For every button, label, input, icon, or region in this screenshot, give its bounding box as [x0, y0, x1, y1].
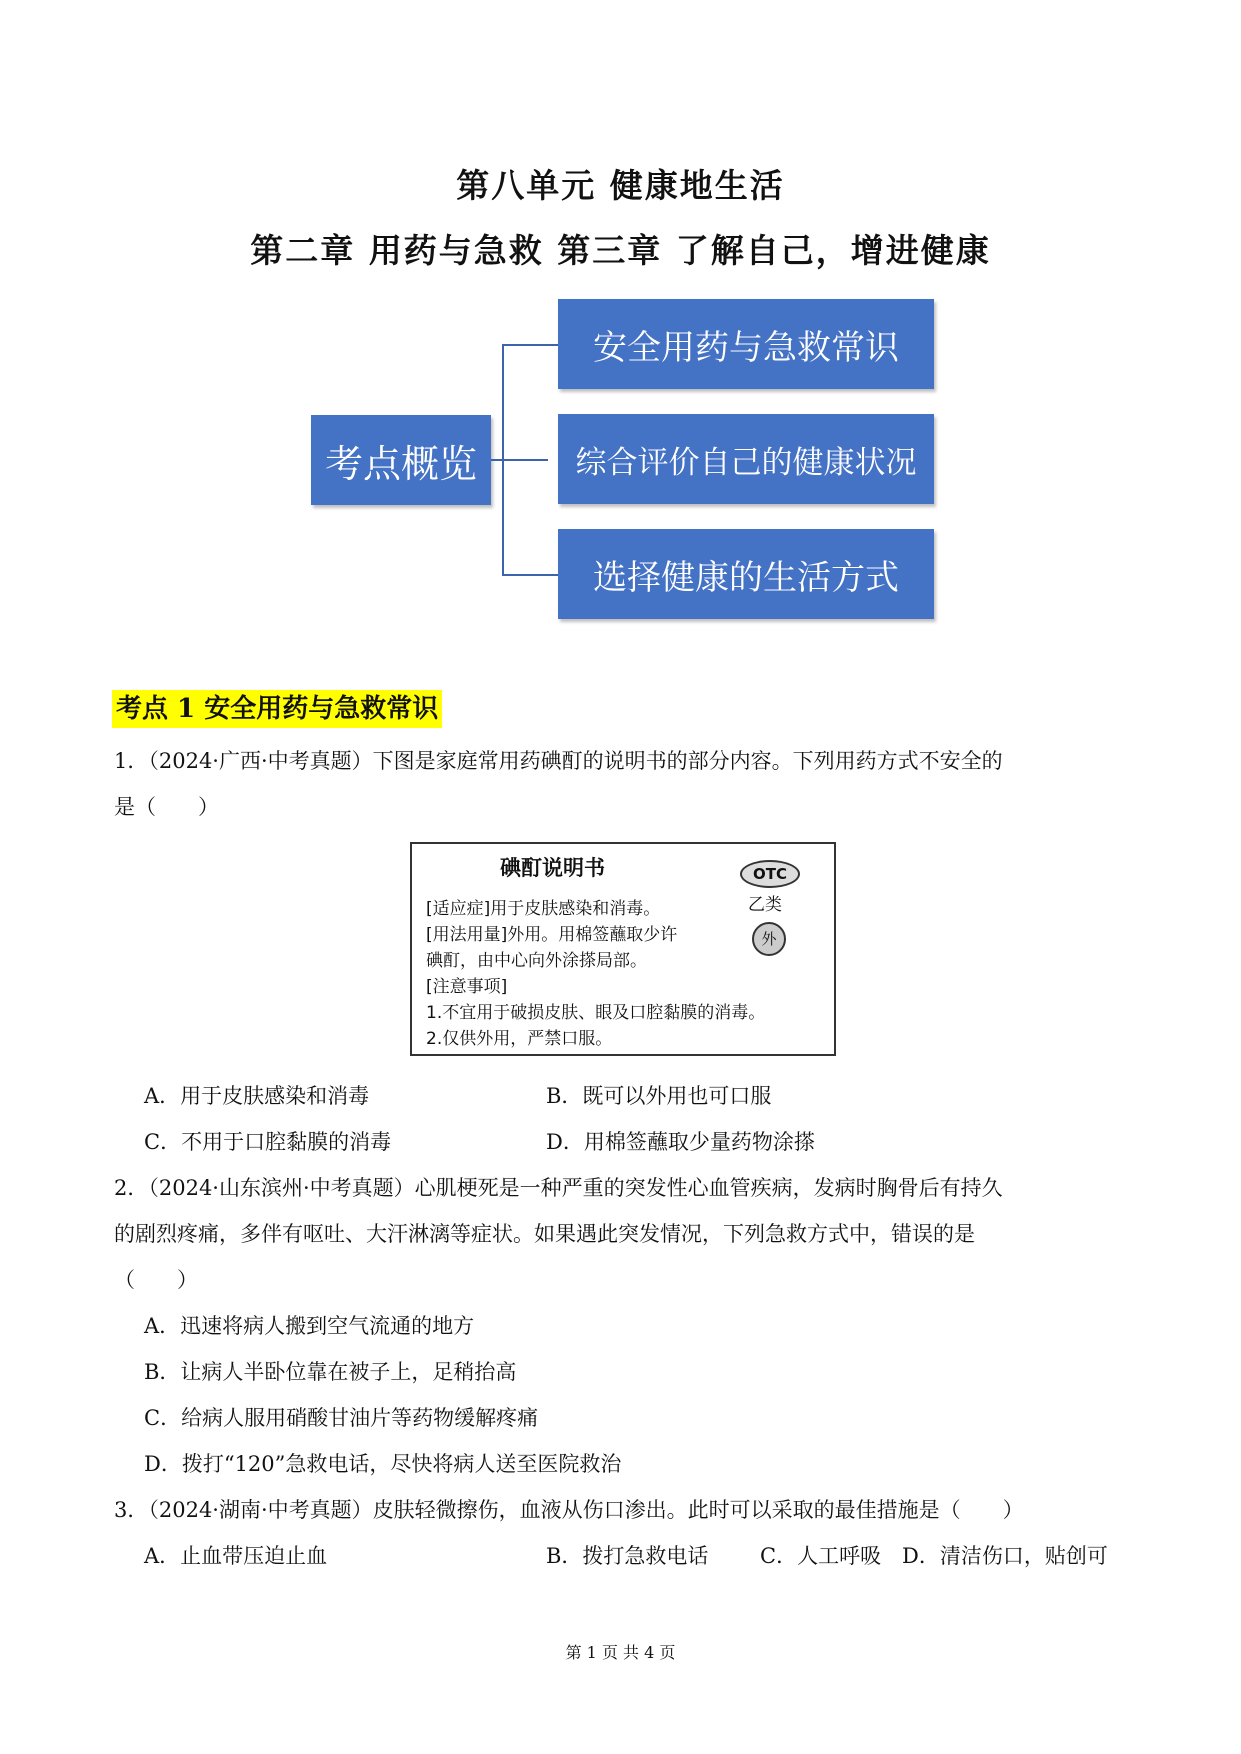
overview-root-label: 考点概览 — [324, 441, 477, 486]
q1-option-b: B．既可以外用也可口服 — [546, 1084, 772, 1108]
q3-option-c: C．人工呼吸 — [760, 1544, 882, 1568]
q2-option-c: C．给病人服用硝酸甘油片等药物缓解疼痛 — [144, 1406, 539, 1430]
overview-root-box — [311, 415, 491, 505]
instruction-line: 1.不宜用于破损皮肤、眼及口腔黏膜的消毒。 — [426, 1003, 766, 1023]
q1-stem-cont: 是（ ） — [114, 795, 219, 819]
unit-title: 第八单元 健康地生活 — [456, 166, 785, 205]
connector-line — [502, 344, 560, 346]
otc-badge: OTC — [740, 860, 800, 888]
connector-line — [502, 344, 504, 574]
q1-option-c: C．不用于口腔黏膜的消毒 — [144, 1130, 392, 1154]
chapter-title: 第二章 用药与急救 第三章 了解自己，增进健康 — [250, 231, 991, 270]
instruction-line: [用法用量]外用。用棉签蘸取少许 — [426, 925, 678, 945]
section-heading: 考点 1 安全用药与急救常识 — [112, 690, 442, 728]
q3-option-d: D．清洁伤口，贴创可 — [902, 1544, 1108, 1568]
q3-option-b: B．拨打急救电话 — [546, 1544, 709, 1568]
q2-stem: 2．（2024·山东滨州·中考真题）心肌梗死是一种严重的突发性心血管疾病，发病时胸骨后有持久 — [114, 1176, 1003, 1200]
page-footer: 第 1 页 共 4 页 — [565, 1643, 676, 1662]
connector-line — [502, 574, 560, 576]
overview-branch-box — [558, 529, 934, 619]
q1-option-a: A．用于皮肤感染和消毒 — [144, 1084, 370, 1108]
connector-line — [491, 459, 548, 461]
q2-stem-cont: 的剧烈疼痛，多伴有呕吐、大汗淋漓等症状。如果遇此突发情况，下列急救方式中，错误的是 — [114, 1222, 975, 1246]
figure-title: 碘酊说明书 — [500, 856, 605, 880]
overview-branch-box — [558, 414, 934, 504]
q2-stem-paren: （ ） — [114, 1268, 198, 1292]
overview-branch-box — [558, 299, 934, 389]
instruction-line: 碘酊，由中心向外涂搽局部。 — [426, 951, 647, 971]
overview-branch-label: 安全用药与急救常识 — [593, 327, 899, 368]
q3-stem: 3．（2024·湖南·中考真题）皮肤轻微擦伤，血液从伤口渗出。此时可以采取的最佳措施是（ ） — [114, 1498, 1024, 1522]
instruction-line: 2.仅供外用，严禁口服。 — [426, 1029, 613, 1049]
q1-option-d: D．用棉签蘸取少量药物涂搽 — [546, 1130, 815, 1154]
q2-option-b: B．让病人半卧位靠在被子上，足稍抬高 — [144, 1360, 517, 1384]
overview-branch-label: 综合评价自己的健康状况 — [575, 444, 917, 481]
iodine-instructions-figure — [410, 842, 836, 1056]
q3-option-a: A．止血带压迫止血 — [144, 1544, 328, 1568]
category-label: 乙类 — [748, 895, 782, 915]
instruction-line: [注意事项] — [426, 977, 508, 997]
q2-option-a: A．迅速将病人搬到空气流通的地方 — [144, 1314, 475, 1338]
q2-option-d: D．拨打“120”急救电话，尽快将病人送至医院救治 — [144, 1452, 622, 1476]
instruction-line: [适应症]用于皮肤感染和消毒。 — [426, 899, 661, 919]
q1-stem: 1．（2024·广西·中考真题）下图是家庭常用药碘酊的说明书的部分内容。下列用药方式不安全的 — [114, 749, 1003, 773]
external-use-badge: 外 — [752, 922, 786, 956]
overview-branch-label: 选择健康的生活方式 — [593, 557, 899, 598]
